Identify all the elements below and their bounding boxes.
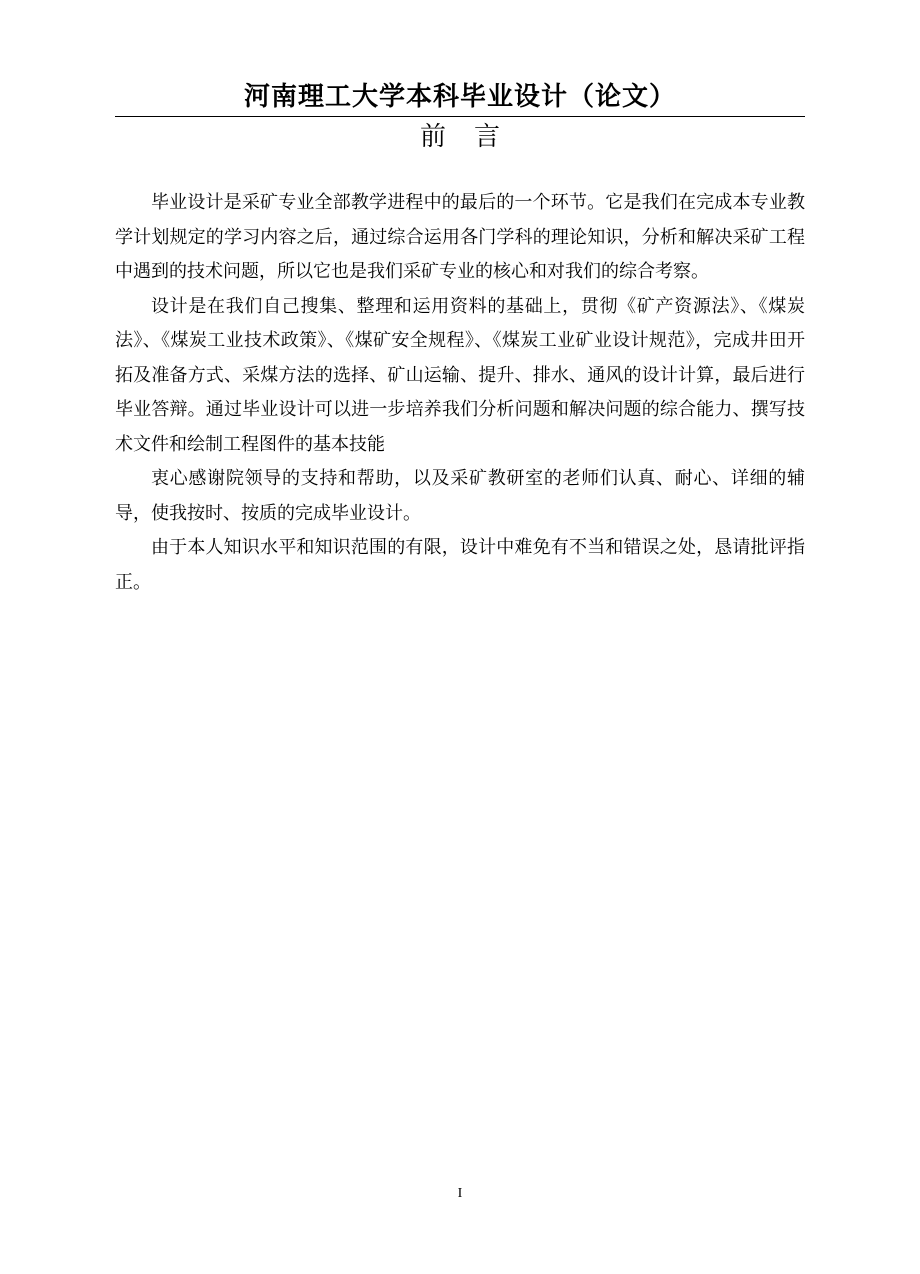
section-title: 前言	[419, 122, 528, 152]
header-title: 河南理工大学本科毕业设计（论文）	[243, 82, 676, 112]
paragraph: 设计是在我们自己搜集、整理和运用资料的基础上，贯彻《矿产资源法》、《煤炭法》、《煤炭工业技术政策》、《煤矿安全规程》、《煤炭工业矿业设计规范》，完成井田开拓及准备方式、采煤方法的选择、矿山运输、提升、排水、通风的设计计算，最后进行毕业答辩。通过毕业设计可以进一步培养我们分析问题和解决问题的综合能力、撰写技术文件和绘制工程图件的基本技能	[115, 295, 805, 455]
paragraph: 由于本人知识水平和知识范围的有限，设计中难免有不当和错误之处，恳请批评指正。	[115, 537, 805, 593]
header-rule	[115, 116, 805, 117]
paragraph: 衷心感谢院领导的支持和帮助，以及采矿教研室的老师们认真、耐心、详细的辅导，使我按时、按质的完成毕业设计。	[115, 468, 805, 524]
page-number: I	[457, 1186, 463, 1201]
paragraph: 毕业设计是采矿专业全部教学进程中的最后的一个环节。它是我们在完成本专业教学计划规定的学习内容之后，通过综合运用各门学科的理论知识，分析和解决采矿工程中遇到的技术问题，所以它也是我们采矿专业的核心和对我们的综合考察。	[115, 192, 805, 282]
body-text	[115, 186, 805, 600]
